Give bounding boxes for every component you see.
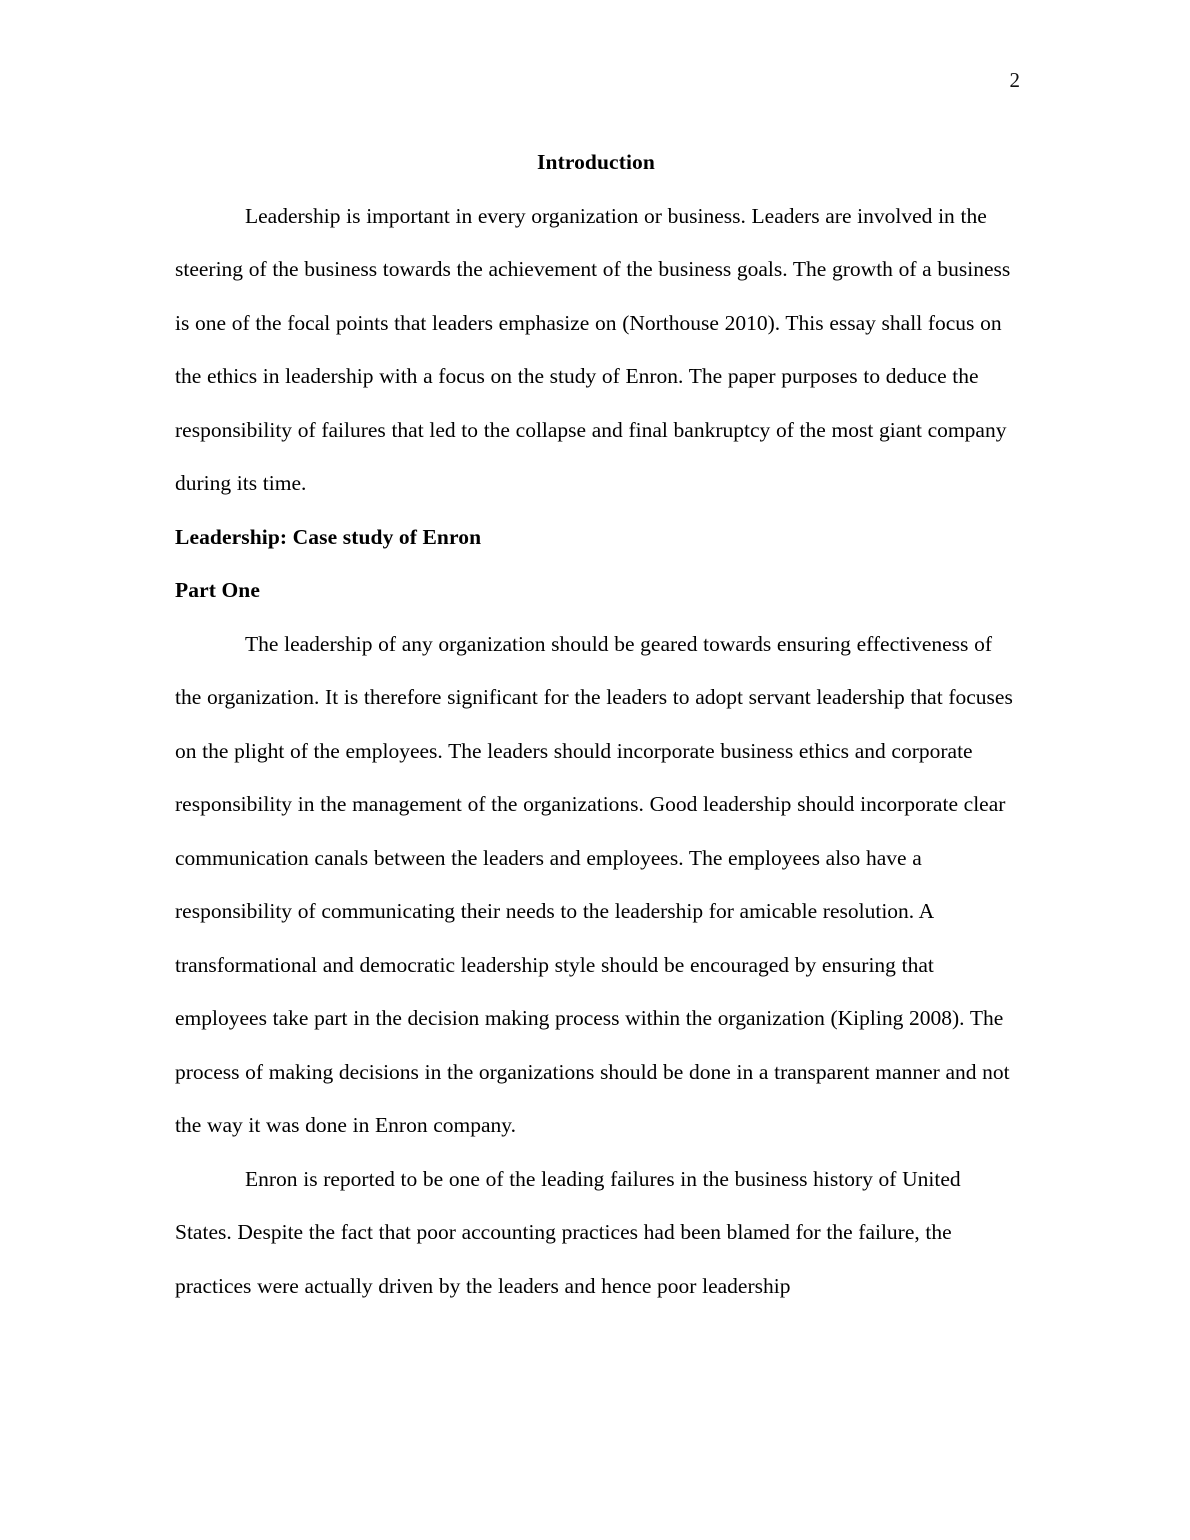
page-number: 2 xyxy=(1009,68,1020,92)
document-text-column xyxy=(175,136,1017,1313)
page-title: Introduction xyxy=(537,150,655,174)
intro-paragraph: Leadership is important in every organization or business. Leaders are involved in the steering of the business towards the achievement of the business goals. The growth of a business is one of the focal points that leaders emphasize on (Northouse 2010). This essay shall focus on the ethics in leadership with a focus on the study of Enron. The paper purposes to deduce the responsibility of failures that led to the collapse and final bankruptcy of the most giant company during its time. xyxy=(175,203,1011,495)
heading-part-one: Part One xyxy=(175,578,260,602)
heading-leadership-case-study: Leadership: Case study of Enron xyxy=(175,524,482,549)
body-paragraph-enron: Enron is reported to be one of the leading failures in the business history of United States. Despite the fact that poor accounting practices had been blamed for the failure, the practices were actually driven by the leaders and hence poor leadership xyxy=(175,1166,961,1298)
body-paragraph-leadership: The leadership of any organization should be geared towards ensuring effectiveness of the organization. It is therefore significant for the leaders to adopt servant leadership that focuses on the plight of the employees. The leaders should incorporate business ethics and corporate responsibility in the management of the organizations. Good leadership should incorporate clear communication canals between the leaders and employees. The employees also have a responsibility of communicating their needs to the leadership for amicable resolution. A transformational and democratic leadership style should be encouraged by ensuring that employees take part in the decision making process within the organization (Kipling 2008). The process of making decisions in the organizations should be done in a transparent manner and not the way it was done in Enron company. xyxy=(175,631,1013,1137)
